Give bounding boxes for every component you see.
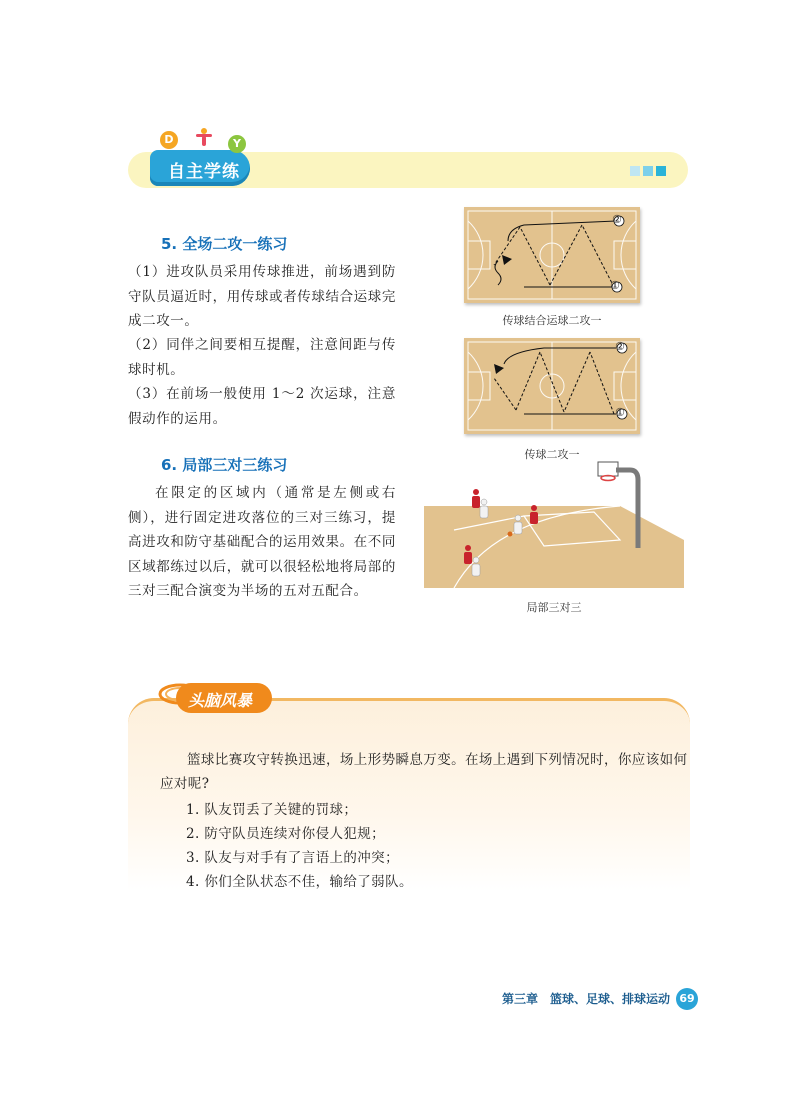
weightlifter-icon bbox=[196, 127, 212, 147]
brainstorm-list bbox=[186, 798, 413, 894]
list-item: 3. 队友与对手有了言语上的冲突； bbox=[186, 850, 399, 866]
section-6-para-1: 在限定的区域内（通常是左侧或右侧），进行固定进攻落位的三对三练习，提高进攻和防守基础配合的运用效果。在不同区域都练过以后，就可以很轻松地将局部的三对三配合演变为半场的五对五配合。 bbox=[128, 485, 396, 599]
page-number: 69 bbox=[676, 988, 698, 1010]
figure-2-caption: 传球二攻一 bbox=[524, 448, 580, 461]
brainstorm-intro: 篮球比赛攻守转换迅速，场上形势瞬息万变。在场上遇到下列情况时，你应该如何应对呢? bbox=[160, 752, 688, 792]
player-label-2: ② bbox=[615, 340, 625, 353]
section-5-para-1: （1）进攻队员采用传球推进，前场遇到防守队员逼近时，用传球或者传球结合运球完成二攻一。 bbox=[128, 264, 396, 329]
player-label-2: ② bbox=[612, 213, 622, 226]
list-item: 1. 队友罚丢了关键的罚球； bbox=[186, 802, 358, 818]
figure-1-caption: 传球结合运球二攻一 bbox=[502, 314, 602, 327]
player-label-1: ① bbox=[610, 279, 620, 292]
diy-title: 自主学练 bbox=[168, 162, 240, 182]
section-5-para-2: （2）同伴之间要相互提醒，注意间距与传球时机。 bbox=[128, 337, 396, 378]
diy-letter-y: Y bbox=[228, 135, 246, 153]
brainstorm-title: 头脑风暴 bbox=[188, 691, 253, 710]
section-6-heading: 6. 局部三对三练习 bbox=[161, 456, 288, 474]
half-court-illustration bbox=[424, 456, 684, 596]
list-item: 2. 防守队员连续对你侵人犯规； bbox=[186, 826, 386, 842]
chapter-footer: 第三章 篮球、足球、排球运动 bbox=[502, 992, 671, 1006]
diy-letter-d: D bbox=[160, 131, 178, 149]
decorative-squares bbox=[630, 166, 666, 176]
figure-3-caption: 局部三对三 bbox=[526, 601, 582, 614]
court-diagram-2 bbox=[464, 338, 640, 434]
player-label-1: ① bbox=[615, 406, 625, 419]
section-5-para-3: （3）在前场一般使用 1～2 次运球，注意假动作的运用。 bbox=[128, 386, 396, 427]
court-diagram-1 bbox=[464, 207, 640, 303]
list-item: 4. 你们全队状态不佳，输给了弱队。 bbox=[186, 874, 413, 890]
section-5-heading: 5. 全场二攻一练习 bbox=[161, 235, 288, 253]
